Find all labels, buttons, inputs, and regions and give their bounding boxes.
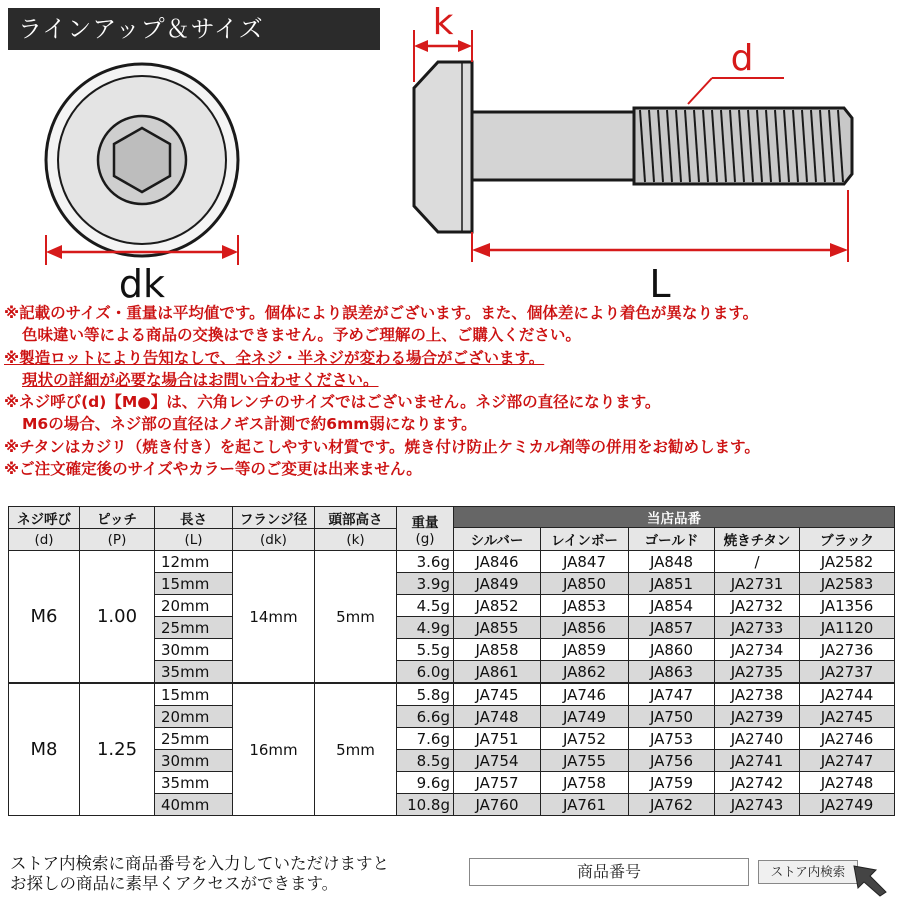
note-1-cont: 色味違い等による商品の交換はできません。予めご理解の上、ご購入ください。	[22, 326, 581, 345]
gold-code: JA762	[629, 794, 715, 816]
rainbow-code: JA749	[541, 706, 629, 728]
silver-code: JA861	[454, 661, 541, 684]
silver-code: JA754	[454, 750, 541, 772]
col-sub-length: (L)	[155, 529, 233, 551]
col-header-store: 当店品番	[454, 507, 895, 528]
col-sub-pitch: (P)	[80, 529, 155, 551]
black-code: JA2747	[800, 750, 895, 772]
silver-code: JA858	[454, 639, 541, 661]
weight-cell: 8.5g	[397, 750, 454, 772]
burnt-code: JA2739	[715, 706, 800, 728]
pitch-cell: 1.25	[80, 683, 155, 816]
length-cell: 30mm	[155, 639, 233, 661]
burnt-code: JA2742	[715, 772, 800, 794]
rainbow-code: JA752	[541, 728, 629, 750]
black-code: JA2744	[800, 683, 895, 706]
weight-cell: 6.0g	[397, 661, 454, 684]
note-1: ※記載のサイズ・重量は平均値です。個体により誤差がございます。また、個体差により着色が異なります。	[4, 304, 759, 322]
silver-code: JA745	[454, 683, 541, 706]
black-code: JA2582	[800, 551, 895, 573]
pointer-arrow-icon	[852, 864, 896, 898]
rainbow-code: JA850	[541, 573, 629, 595]
rainbow-code: JA746	[541, 683, 629, 706]
length-cell: 15mm	[155, 573, 233, 595]
rainbow-code: JA847	[541, 551, 629, 573]
silver-code: JA852	[454, 595, 541, 617]
black-code: JA2746	[800, 728, 895, 750]
burnt-code: JA2740	[715, 728, 800, 750]
burnt-code: /	[715, 551, 800, 573]
bolt-side-view	[414, 62, 852, 232]
table-row	[9, 683, 895, 706]
burnt-code: JA2735	[715, 661, 800, 684]
col-header-rainbow: レインボー	[541, 528, 629, 551]
length-cell: 20mm	[155, 595, 233, 617]
weight-cell: 4.9g	[397, 617, 454, 639]
burnt-code: JA2732	[715, 595, 800, 617]
length-label: L	[649, 262, 671, 300]
black-code: JA2737	[800, 661, 895, 684]
length-cell: 40mm	[155, 794, 233, 816]
gold-code: JA848	[629, 551, 715, 573]
d-label: d	[730, 38, 754, 79]
black-code: JA2583	[800, 573, 895, 595]
search-guide-line-1: ストア内検索に商品番号を入力していただけますと	[10, 854, 390, 873]
col-header-black: ブラック	[800, 528, 895, 551]
lineup-table	[8, 506, 895, 816]
rainbow-code: JA758	[541, 772, 629, 794]
rainbow-code: JA755	[541, 750, 629, 772]
col-sub-flange: (dk)	[233, 529, 315, 551]
length-cell: 35mm	[155, 661, 233, 684]
section-title: ラインアップ＆サイズ	[18, 15, 264, 43]
col-header-weight: 重量 (g)	[397, 507, 454, 551]
silver-code: JA751	[454, 728, 541, 750]
flange-cell: 14mm	[233, 551, 315, 684]
weight-cell: 6.6g	[397, 706, 454, 728]
gold-code: JA860	[629, 639, 715, 661]
note-5: ※ご注文確定後のサイズやカラー等のご変更は出来ません。	[4, 460, 422, 479]
burnt-code: JA2733	[715, 617, 800, 639]
rainbow-code: JA761	[541, 794, 629, 816]
silver-code: JA846	[454, 551, 541, 573]
weight-cell: 3.6g	[397, 551, 454, 573]
gold-code: JA747	[629, 683, 715, 706]
length-cell: 15mm	[155, 683, 233, 706]
search-guide-text	[10, 854, 389, 894]
search-guide-line-2: お探しの商品に素早くアクセスができます。	[10, 874, 339, 893]
note-2-cont: 現状の詳細が必要な場合はお問い合わせください。	[22, 370, 379, 389]
weight-cell: 10.8g	[397, 794, 454, 816]
silver-code: JA757	[454, 772, 541, 794]
length-cell: 20mm	[155, 706, 233, 728]
silver-code: JA760	[454, 794, 541, 816]
col-header-silver: シルバー	[454, 528, 541, 551]
gold-code: JA753	[629, 728, 715, 750]
rainbow-code: JA859	[541, 639, 629, 661]
weight-cell: 3.9g	[397, 573, 454, 595]
length-cell: 35mm	[155, 772, 233, 794]
notes-block	[4, 302, 900, 480]
rainbow-code: JA853	[541, 595, 629, 617]
col-sub-head: (k)	[315, 529, 397, 551]
gold-code: JA854	[629, 595, 715, 617]
col-header-length: 長さ	[155, 507, 233, 529]
table-row	[9, 551, 895, 573]
gold-code: JA863	[629, 661, 715, 684]
flange-cell: 16mm	[233, 683, 315, 816]
store-search-button[interactable]: ストア内検索	[758, 860, 858, 884]
weight-cell: 4.5g	[397, 595, 454, 617]
col-header-gold: ゴールド	[629, 528, 715, 551]
note-2: ※製造ロットにより告知なしで、全ネジ・半ネジが変わる場合がございます。	[4, 348, 545, 367]
black-code: JA2745	[800, 706, 895, 728]
pitch-cell: 1.00	[80, 551, 155, 684]
col-header-nominal: ネジ呼び	[9, 507, 80, 529]
col-header-burnt: 焼きチタン	[715, 528, 800, 551]
k-label: k	[432, 2, 454, 43]
gold-code: JA750	[629, 706, 715, 728]
silver-code: JA748	[454, 706, 541, 728]
nominal-cell: M6	[9, 551, 80, 684]
burnt-code: JA2743	[715, 794, 800, 816]
gold-code: JA851	[629, 573, 715, 595]
burnt-code: JA2738	[715, 683, 800, 706]
rainbow-code: JA856	[541, 617, 629, 639]
head-cell: 5mm	[315, 683, 397, 816]
gold-code: JA756	[629, 750, 715, 772]
gold-code: JA857	[629, 617, 715, 639]
weight-cell: 9.6g	[397, 772, 454, 794]
burnt-code: JA2741	[715, 750, 800, 772]
col-header-flange: フランジ径	[233, 507, 315, 529]
bolt-head-front-view	[46, 64, 238, 256]
silver-code: JA855	[454, 617, 541, 639]
length-cell: 12mm	[155, 551, 233, 573]
note-4: ※チタンはカジリ（焼き付き）を起こしやすい材質です。焼き付け防止ケミカル剤等の併用をお勧めします。	[4, 437, 760, 456]
length-dimension	[472, 190, 848, 300]
black-code: JA2748	[800, 772, 895, 794]
gold-code: JA759	[629, 772, 715, 794]
note-3-cont: M6の場合、ネジ部の直径はノギス計測で約6mm弱になります。	[22, 415, 477, 434]
length-cell: 30mm	[155, 750, 233, 772]
nominal-cell: M8	[9, 683, 80, 816]
weight-cell: 7.6g	[397, 728, 454, 750]
burnt-code: JA2734	[715, 639, 800, 661]
length-cell: 25mm	[155, 728, 233, 750]
head-cell: 5mm	[315, 551, 397, 684]
d-dimension	[688, 38, 784, 104]
silver-code: JA849	[454, 573, 541, 595]
rainbow-code: JA862	[541, 661, 629, 684]
col-header-head: 頭部高さ	[315, 507, 397, 529]
dk-label: dk	[118, 262, 166, 300]
black-code: JA2736	[800, 639, 895, 661]
black-code: JA1120	[800, 617, 895, 639]
black-code: JA1356	[800, 595, 895, 617]
bolt-diagram	[0, 0, 900, 300]
product-number-search-input[interactable]: 商品番号	[469, 858, 749, 886]
col-sub-nominal: (d)	[9, 529, 80, 551]
col-header-pitch: ピッチ	[80, 507, 155, 529]
black-code: JA2749	[800, 794, 895, 816]
note-3: ※ネジ呼び(d)【M●】は、六角レンチのサイズではございません。ネジ部の直径になります。	[4, 393, 661, 412]
weight-cell: 5.5g	[397, 639, 454, 661]
length-cell: 25mm	[155, 617, 233, 639]
weight-cell: 5.8g	[397, 683, 454, 706]
burnt-code: JA2731	[715, 573, 800, 595]
